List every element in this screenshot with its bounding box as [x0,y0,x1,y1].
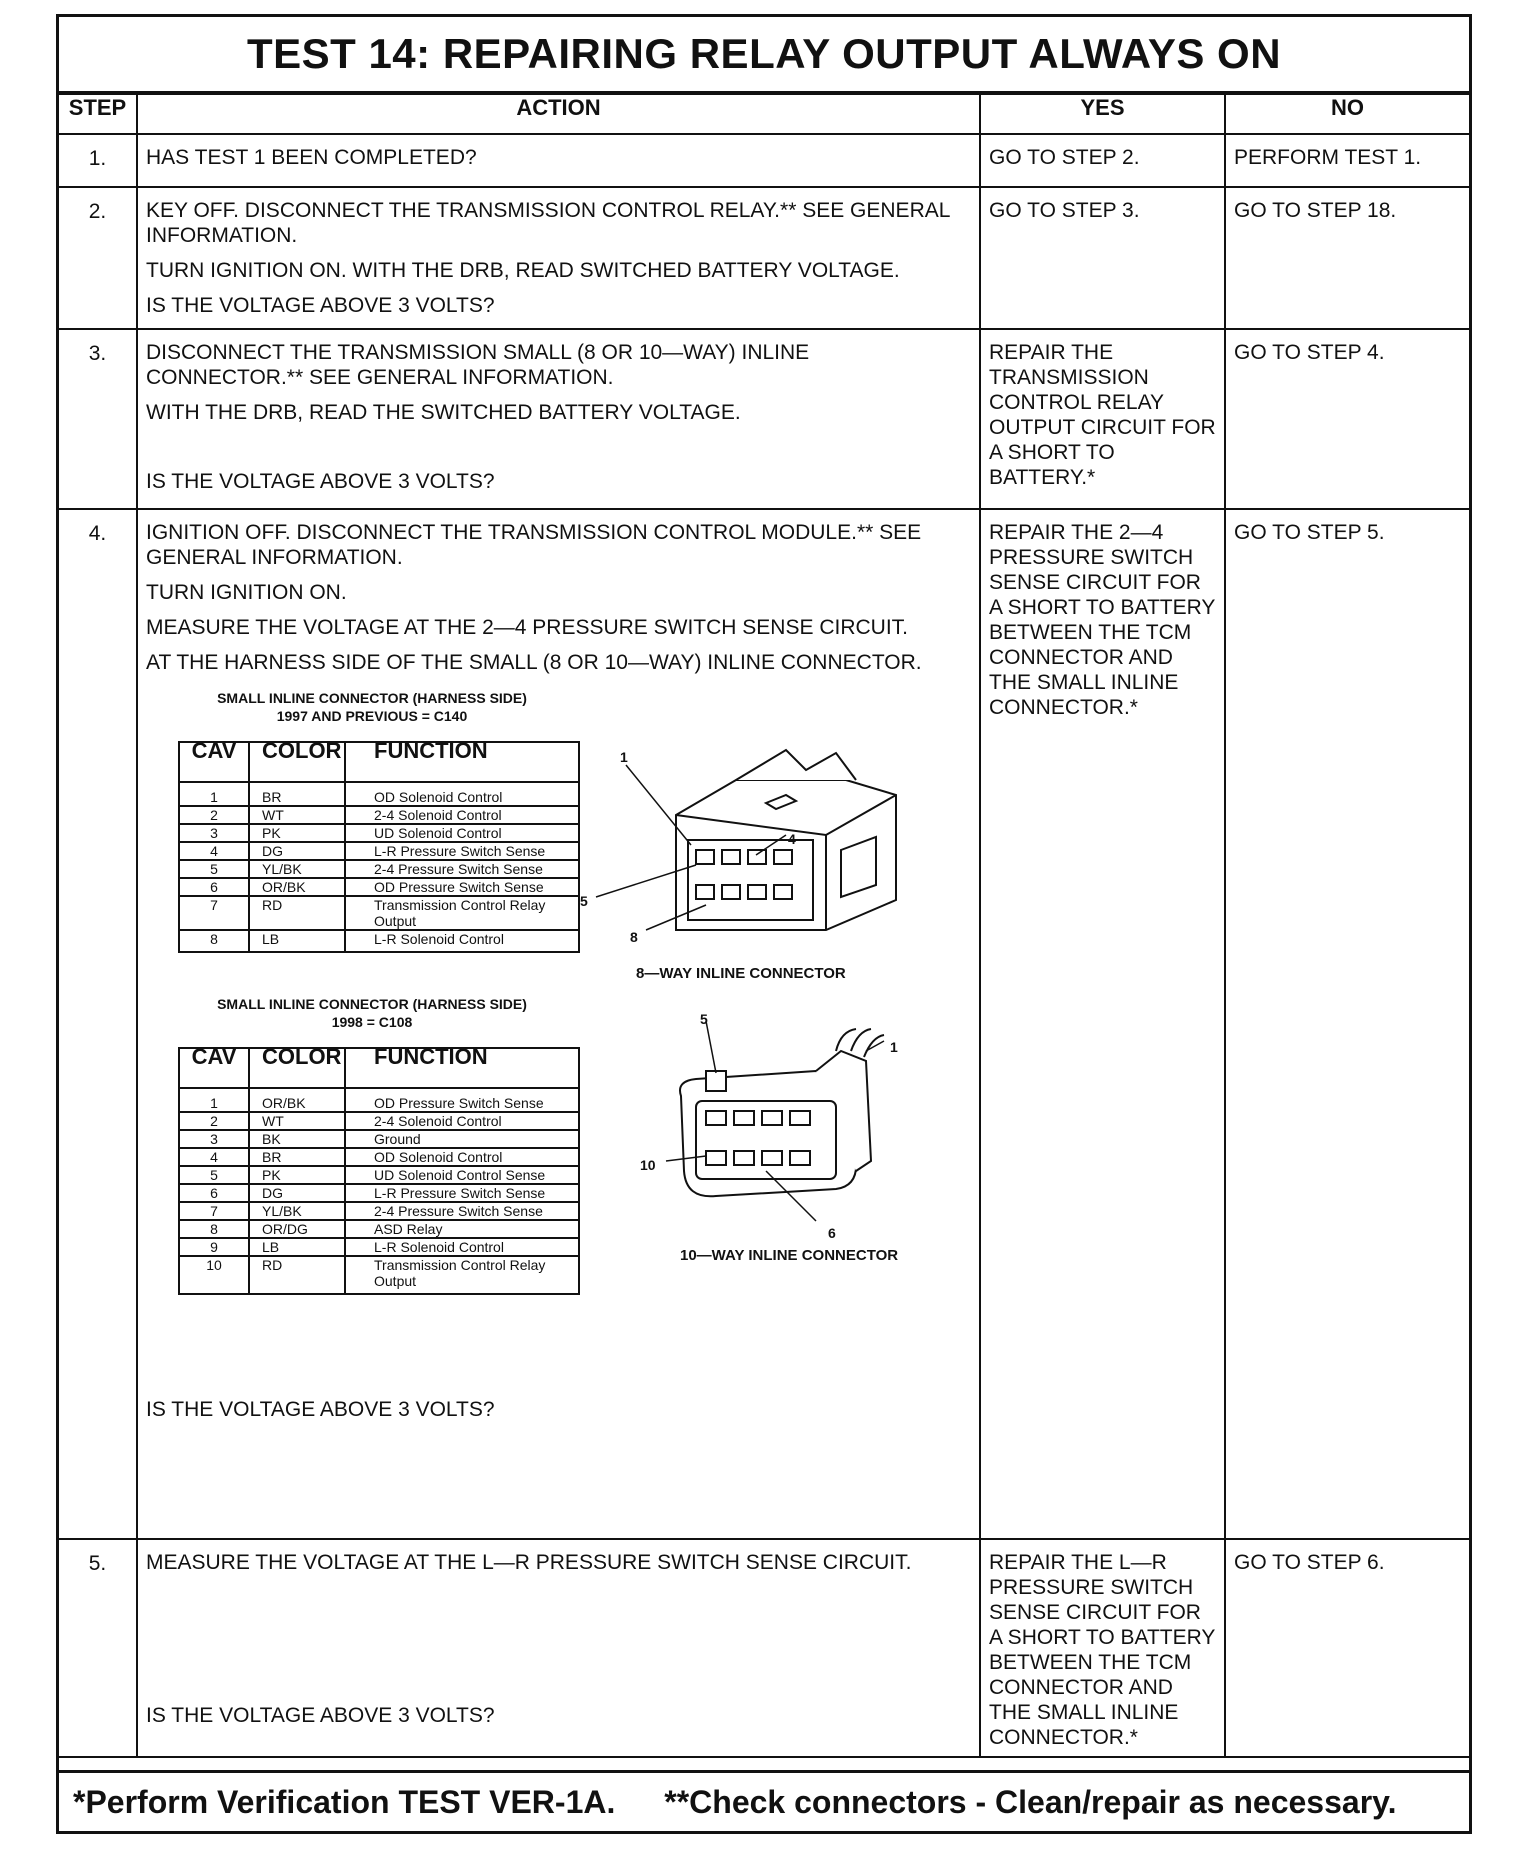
connector-10-way-illustration [566,1011,986,1271]
circuit-function: 2-4 Pressure Switch Sense [345,1202,579,1220]
cavity-number: 1 [179,782,249,806]
circuit-function: L-R Solenoid Control [345,1238,579,1256]
wire-color: LB [249,930,345,952]
cavity-number: 6 [179,1184,249,1202]
circuit-function: UD Solenoid Control Sense [345,1166,579,1184]
wire-color: RD [249,896,345,930]
step-action [137,187,980,329]
pinout-body-8 [179,782,579,952]
step-number: 4. [59,509,137,1539]
step-no: PERFORM TEST 1. [1225,134,1469,187]
header-yes: YES [980,94,1225,134]
pinout-row [179,842,579,860]
step-number: 5. [59,1539,137,1757]
cavity-number: 4 [179,1148,249,1166]
step-no: GO TO STEP 18. [1225,187,1469,329]
connector-caption [172,689,572,725]
circuit-function: UD Solenoid Control [345,824,579,842]
step-row-2 [59,187,1469,329]
connector-latch [736,750,856,780]
pinout-row [179,1148,579,1166]
cavity-number: 7 [179,1202,249,1220]
circuit-function: 2-4 Pressure Switch Sense [345,860,579,878]
connector-10-way-block [146,991,971,1391]
callout-label: 5 [700,1011,708,1027]
pinout-row [179,860,579,878]
table-header-row [59,94,1469,134]
cavity-number: 3 [179,1130,249,1148]
wire-color: YL/BK [249,1202,345,1220]
pinout-row [179,930,579,952]
circuit-function: OD Pressure Switch Sense [345,1088,579,1112]
col-cav: CAV [179,742,249,782]
step-action [137,134,980,187]
wire-color: DG [249,1184,345,1202]
action-line: TURN IGNITION ON. WITH THE DRB, READ SWITCHED BATTERY VOLTAGE. [146,259,900,282]
cavity-number: 2 [179,806,249,824]
pinout-table-10 [178,1044,580,1295]
cavity-number: 8 [179,930,249,952]
footer-notes [59,1770,1469,1831]
wire-color: BR [249,1148,345,1166]
step-yes: GO TO STEP 3. [980,187,1225,329]
pinout-row [179,782,579,806]
wire-color: OR/DG [249,1220,345,1238]
figure-caption: 10—WAY INLINE CONNECTOR [680,1247,899,1264]
cavity-number: 1 [179,1088,249,1112]
circuit-function: Transmission Control Relay Output [345,896,579,930]
pinout-row [179,1220,579,1238]
col-color: COLOR [249,1048,345,1088]
connector-8-way-illustration [556,725,976,965]
step-action [137,1539,980,1757]
document-page [56,14,1472,1834]
col-color: COLOR [249,742,345,782]
pinout-row [179,1130,579,1148]
cavity-number: 2 [179,1112,249,1130]
callout-label: 6 [828,1225,836,1241]
action-line: MEASURE THE VOLTAGE AT THE L—R PRESSURE SWITCH SENSE CIRCUIT. [146,1551,912,1574]
footer-note-verification: *Perform Verification TEST VER-1A. [73,1784,616,1820]
circuit-function: 2-4 Solenoid Control [345,1112,579,1130]
circuit-function: 2-4 Solenoid Control [345,806,579,824]
step-row-5 [59,1539,1469,1757]
pinout-row [179,1112,579,1130]
callout-label: 1 [620,749,628,765]
wire-color: LB [249,1238,345,1256]
header-action: ACTION [137,94,980,134]
wire-color: BK [249,1130,345,1148]
caption-line: SMALL INLINE CONNECTOR (HARNESS SIDE) [217,996,527,1012]
wire-color: PK [249,824,345,842]
pinout-table-8 [178,738,580,953]
circuit-function: L-R Pressure Switch Sense [345,842,579,860]
pinout-row [179,1166,579,1184]
action-question: IS THE VOLTAGE ABOVE 3 VOLTS? [146,1704,495,1727]
cavity-number: 5 [179,1166,249,1184]
wire-color: DG [249,842,345,860]
action-line: TURN IGNITION ON. [146,581,347,604]
callout-label: 1 [890,1039,898,1055]
action-line: MEASURE THE VOLTAGE AT THE 2—4 PRESSURE SWITCH SENSE CIRCUIT. [146,616,908,639]
step-no: GO TO STEP 5. [1225,509,1469,1539]
circuit-function: L-R Solenoid Control [345,930,579,952]
circuit-function: OD Pressure Switch Sense [345,878,579,896]
caption-line: SMALL INLINE CONNECTOR (HARNESS SIDE) [217,690,527,706]
step-no: GO TO STEP 4. [1225,329,1469,509]
step-action [137,509,980,1539]
cavity-number: 9 [179,1238,249,1256]
step-row-3 [59,329,1469,509]
action-question: IS THE VOLTAGE ABOVE 3 VOLTS? [146,294,495,317]
circuit-function: ASD Relay [345,1220,579,1238]
circuit-function: OD Solenoid Control [345,782,579,806]
circuit-function: Ground [345,1130,579,1148]
step-row-1 [59,134,1469,187]
cavity-number: 3 [179,824,249,842]
wire-color: OR/BK [249,878,345,896]
connector-caption [172,995,572,1031]
col-cav: CAV [179,1048,249,1088]
col-function: FUNCTION [345,742,579,782]
callout-label: 4 [788,831,796,847]
test-table [59,93,1469,1758]
pinout-row [179,1256,579,1294]
footer-note-connectors: **Check connectors - Clean/repair as necessary. [664,1784,1397,1820]
action-line: HAS TEST 1 BEEN COMPLETED? [146,146,477,169]
step-action [137,329,980,509]
action-line: WITH THE DRB, READ THE SWITCHED BATTERY VOLTAGE. [146,401,741,424]
cavity-number: 4 [179,842,249,860]
step-no: GO TO STEP 6. [1225,1539,1469,1757]
header-no: NO [1225,94,1469,134]
cavity-number: 10 [179,1256,249,1294]
pinout-row [179,878,579,896]
pinout-row [179,1238,579,1256]
cavity-number: 7 [179,896,249,930]
step-yes: GO TO STEP 2. [980,134,1225,187]
circuit-function: Transmission Control Relay Output [345,1256,579,1294]
cavity-number: 5 [179,860,249,878]
wire-color: YL/BK [249,860,345,878]
pinout-body-10 [179,1088,579,1294]
step-number: 2. [59,187,137,329]
callout-label: 8 [630,929,638,945]
pinout-row [179,1088,579,1112]
action-line: DISCONNECT THE TRANSMISSION SMALL (8 OR 10—WAY) INLINE CONNECTOR.** SEE GENERAL INFORMATION. [146,341,810,389]
callout-label: 5 [580,893,588,909]
step-yes: REPAIR THE L—R PRESSURE SWITCH SENSE CIRCUIT FOR A SHORT TO BATTERY BETWEEN THE TCM CONNECTOR AND THE SMALL INLINE CONNECTOR.* [980,1539,1225,1757]
wire-color: WT [249,806,345,824]
pinout-row [179,1184,579,1202]
step-number: 1. [59,134,137,187]
col-function: FUNCTION [345,1048,579,1088]
wire-color: OR/BK [249,1088,345,1112]
figure-caption: 8—WAY INLINE CONNECTOR [636,965,846,982]
caption-line: 1998 = C108 [331,1014,413,1030]
action-question: IS THE VOLTAGE ABOVE 3 VOLTS? [146,470,495,493]
action-line: KEY OFF. DISCONNECT THE TRANSMISSION CONTROL RELAY.** SEE GENERAL INFORMATION. [146,199,950,247]
step-number: 3. [59,329,137,509]
pinout-row [179,806,579,824]
pinout-row [179,1202,579,1220]
wire-color: RD [249,1256,345,1294]
caption-line: 1997 AND PREVIOUS = C140 [276,708,468,724]
wire-color: WT [249,1112,345,1130]
wire-color: BR [249,782,345,806]
cavity-number: 8 [179,1220,249,1238]
cavity-number: 6 [179,878,249,896]
step-yes: REPAIR THE 2—4 PRESSURE SWITCH SENSE CIRCUIT FOR A SHORT TO BATTERY BETWEEN THE TCM CONNECTOR AND THE SMALL INLINE CONNECTOR.* [980,509,1225,1539]
pinout-row [179,896,579,930]
wire-color: PK [249,1166,345,1184]
step-row-4 [59,509,1469,1539]
callout-label: 10 [640,1157,656,1173]
header-step: STEP [59,94,137,134]
circuit-function: L-R Pressure Switch Sense [345,1184,579,1202]
page-title: TEST 14: REPAIRING RELAY OUTPUT ALWAYS ON [59,17,1469,93]
action-question: IS THE VOLTAGE ABOVE 3 VOLTS? [146,1398,495,1421]
step-yes: REPAIR THE TRANSMISSION CONTROL RELAY OUTPUT CIRCUIT FOR A SHORT TO BATTERY.* [980,329,1225,509]
action-line: AT THE HARNESS SIDE OF THE SMALL (8 OR 10—WAY) INLINE CONNECTOR. [146,651,922,674]
pinout-row [179,824,579,842]
action-line: IGNITION OFF. DISCONNECT THE TRANSMISSION CONTROL MODULE.** SEE GENERAL INFORMATION. [146,521,922,569]
circuit-function: OD Solenoid Control [345,1148,579,1166]
